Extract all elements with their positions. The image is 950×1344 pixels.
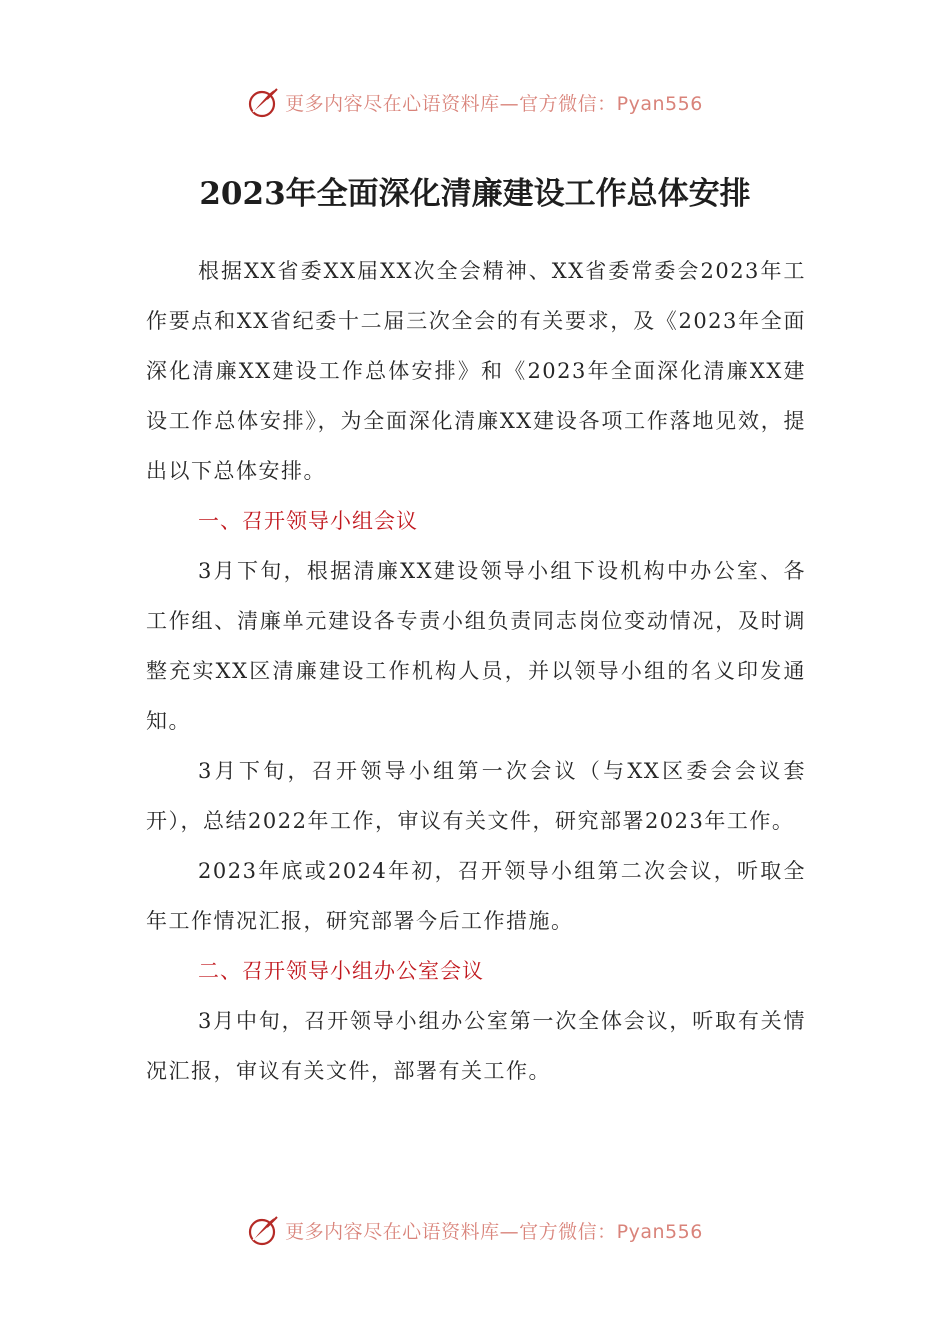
document-title: 2023年全面深化清廉建设工作总体安排 [199, 176, 751, 212]
section-heading-2: 二、召开领导小组办公室会议 [198, 959, 484, 983]
banner-text: 更多内容尽在心语资料库—官方微信：Pyan556 [285, 1220, 703, 1243]
document-body [146, 246, 806, 1096]
quill-pen-logo-icon [247, 1213, 281, 1247]
banner-text: 更多内容尽在心语资料库—官方微信：Pyan556 [285, 92, 703, 115]
footer-banner [0, 1208, 950, 1252]
quill-pen-logo-icon [247, 85, 281, 119]
paragraph-1-3: 2023年底或2024年初，召开领导小组第二次会议，听取全年工作情况汇报，研究部署今后工作措施。 [146, 859, 806, 933]
paragraph-1-2: 3月下旬，召开领导小组第一次会议（与XX区委会会议套开），总结2022年工作，审议有关文件，研究部署2023年工作。 [146, 759, 806, 833]
paragraph-1-1: 3月下旬，根据清廉XX建设领导小组下设机构中办公室、各工作组、清廉单元建设各专责小组负责同志岗位变动情况，及时调整充实XX区清廉建设工作机构人员，并以领导小组的名义印发通知。 [146, 559, 806, 733]
section-heading-1: 一、召开领导小组会议 [198, 509, 418, 533]
paragraph-2-1: 3月中旬，召开领导小组办公室第一次全体会议，听取有关情况汇报，审议有关文件，部署有关工作。 [146, 1009, 806, 1083]
paragraph-intro: 根据XX省委XX届XX次全会精神、XX省委常委会2023年工作要点和XX省纪委十二届三次全会的有关要求，及《2023年全面深化清廉XX建设工作总体安排》和《2023年全面深化清廉XX建设工作总体安排》，为全面深化清廉XX建设各项工作落地见效，提出以下总体安排。 [146, 259, 806, 483]
header-banner [0, 80, 950, 124]
